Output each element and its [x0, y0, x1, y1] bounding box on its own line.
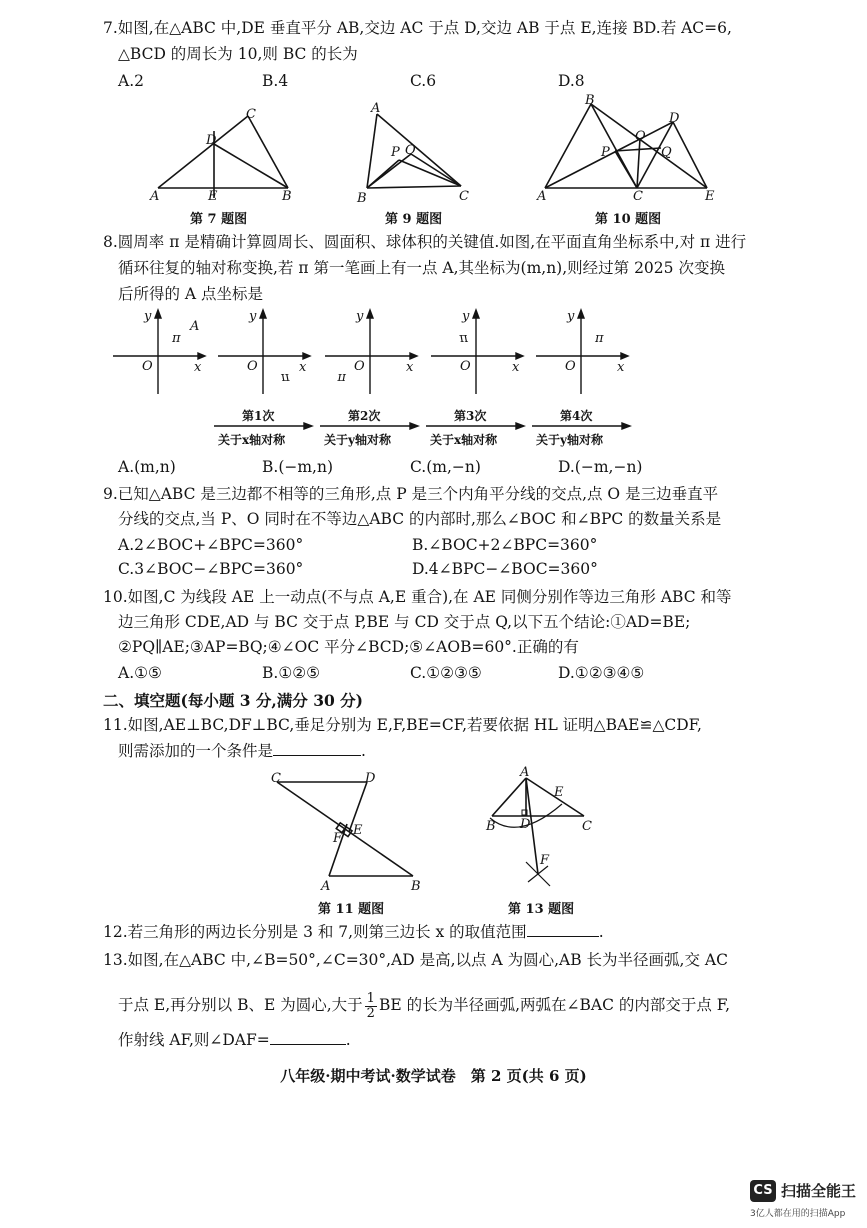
figure-11: [265, 770, 435, 894]
q8-step-arrows: [212, 404, 632, 454]
q9-option-b: B.∠BOC+2∠BPC=360°: [412, 536, 598, 554]
step1-top: 第1次: [242, 409, 275, 423]
svg-text:B: B: [411, 879, 421, 894]
q9-option-c: C.3∠BOC−∠BPC=360°: [118, 560, 304, 578]
svg-text:D: D: [206, 133, 217, 148]
q13-answer-blank[interactable]: [270, 1030, 346, 1045]
svg-text:x: x: [406, 360, 414, 375]
q9-line2: 分线的交点,当 P、O 同时在不等边△ABC 的内部时,那么∠BOC 和∠BPC 的数量关系是: [118, 510, 722, 528]
svg-text:π: π: [172, 331, 181, 346]
q8-axes-panel-1: [110, 308, 210, 398]
svg-text:O: O: [565, 359, 576, 374]
svg-text:P: P: [391, 145, 400, 160]
q8-axes-panel-3: [322, 308, 422, 398]
svg-text:A: A: [537, 189, 547, 204]
svg-text:x: x: [299, 360, 307, 375]
step3-top: 第3次: [454, 409, 487, 423]
q12-line: [103, 922, 604, 942]
q8-axes-panel-2: [215, 308, 315, 398]
svg-text:D: D: [520, 817, 531, 832]
q13-line2: [118, 988, 730, 1022]
svg-text:B: B: [357, 191, 367, 206]
svg-text:x: x: [194, 360, 202, 375]
q10-line1: 10.如图,C 为线段 AE 上一动点(不与点 A,E 重合),在 AE 同侧分别作等边三角形 ABC 和等: [103, 588, 732, 606]
q8-axes-panel-5: [533, 308, 633, 398]
q13-line3-text: 作射线 AF,则∠DAF=: [118, 1031, 270, 1049]
q13-line1: 13.如图,在△ABC 中,∠B=50°,∠C=30°,AD 是高,以点 A 为圆心,AB 长为半径画弧,交 AC: [103, 951, 728, 969]
step2-top: 第2次: [348, 409, 381, 423]
svg-text:x: x: [617, 360, 625, 375]
q9-line1: 9.已知△ABC 是三边都不相等的三角形,点 P 是三个内角平分线的交点,点 O 是三边垂直平: [103, 485, 719, 503]
caption-fig10: 第 10 题图: [595, 212, 662, 227]
q10-option-d: D.①②③④⑤: [558, 664, 645, 682]
camscanner-logo-icon: CS: [750, 1180, 776, 1202]
svg-text:E: E: [554, 785, 564, 800]
caption-fig7: 第 7 题图: [190, 212, 248, 227]
caption-fig9: 第 9 题图: [385, 212, 443, 227]
one-half-fraction: $\frac{1}{2}$: [366, 990, 375, 1021]
page-footer: 八年级·期中考试·数学试卷 第 2 页(共 6 页): [280, 1067, 587, 1085]
q11-end: .: [361, 742, 366, 760]
svg-text:C: C: [459, 189, 469, 204]
svg-text:O: O: [405, 143, 416, 158]
q11-line1: 11.如图,AE⊥BC,DF⊥BC,垂足分别为 E,F,BE=CF,若要依据 HL 证明△BAE≌△CDF,: [103, 716, 702, 734]
svg-text:O: O: [354, 359, 365, 374]
svg-text:D: D: [365, 771, 376, 786]
svg-text:y: y: [144, 309, 152, 324]
svg-text:π: π: [459, 331, 468, 346]
figure-7: [148, 106, 308, 216]
svg-text:y: y: [567, 309, 575, 324]
svg-text:D: D: [669, 111, 680, 126]
svg-text:C: C: [582, 819, 592, 834]
step1-bottom: 关于x轴对称: [218, 433, 286, 447]
q8-option-b: B.(−m,n): [262, 458, 334, 476]
q11-answer-blank[interactable]: [273, 741, 361, 756]
step3-bottom: 关于x轴对称: [430, 433, 498, 447]
svg-text:A: A: [321, 879, 331, 894]
svg-text:x: x: [512, 360, 520, 375]
q7-option-c: C.6: [410, 72, 437, 90]
q8-line2: 循环往复的轴对称变换,若 π 第一笔画上有一点 A,其坐标为(m,n),则经过第 2025 次变换: [118, 259, 725, 277]
q10-option-a: A.①⑤: [118, 664, 162, 682]
q13-line2-pre: 于点 E,再分别以 B、E 为圆心,大于: [118, 996, 363, 1014]
svg-text:E: E: [208, 189, 218, 204]
q7-option-b: B.4: [262, 72, 289, 90]
svg-text:O: O: [460, 359, 471, 374]
svg-text:y: y: [249, 309, 257, 324]
svg-text:E: E: [353, 823, 363, 838]
svg-text:B: B: [486, 819, 496, 834]
q7-option-d: D.8: [558, 72, 585, 90]
step2-bottom: 关于y轴对称: [324, 433, 391, 447]
svg-text:A: A: [520, 765, 530, 780]
q10-option-c: C.①②③⑤: [410, 664, 482, 682]
figure-10: [535, 94, 725, 204]
q10-line2: 边三角形 CDE,AD 与 BC 交于点 P,BE 与 CD 交于点 Q,以下五个结论:①AD=BE;: [118, 613, 691, 631]
svg-text:B: B: [282, 189, 292, 204]
svg-text:F: F: [333, 831, 343, 846]
q7-line1: 7.如图,在△ABC 中,DE 垂直平分 AB,交边 AC 于点 D,交边 AB 于点 E,连接 BD.若 AC=6,: [103, 19, 732, 37]
step4-top: 第4次: [560, 409, 593, 423]
svg-text:O: O: [142, 359, 153, 374]
svg-text:E: E: [705, 189, 715, 204]
camscanner-name: 扫描全能王: [781, 1182, 857, 1200]
figure-9: [355, 100, 485, 210]
q10-option-b: B.①②⑤: [262, 664, 321, 682]
svg-text:Q: Q: [661, 145, 672, 160]
q8-line1: 8.圆周率 π 是精确计算圆周长、圆面积、球体积的关键值.如图,在平面直角坐标系中,对 π 进行: [103, 233, 747, 251]
q13-line2-post: BE 的长为半径画弧,两弧在∠BAC 的内部交于点 F,: [378, 996, 731, 1014]
figure-13: [478, 766, 608, 886]
svg-text:F: F: [540, 853, 550, 868]
svg-text:A: A: [150, 189, 160, 204]
q13-line3: [118, 1030, 351, 1050]
svg-text:A: A: [190, 319, 200, 334]
svg-text:C: C: [246, 107, 256, 122]
q7-option-a: A.2: [118, 72, 144, 90]
q8-line3: 后所得的 A 点坐标是: [118, 285, 264, 303]
q9-option-a: A.2∠BOC+∠BPC=360°: [118, 536, 304, 554]
svg-text:π: π: [337, 370, 346, 385]
svg-text:y: y: [462, 309, 470, 324]
q13-end: .: [345, 1031, 351, 1049]
q8-option-a: A.(m,n): [118, 458, 176, 476]
svg-text:O: O: [635, 129, 646, 144]
svg-text:P: P: [601, 145, 610, 160]
q8-axes-panel-4: [428, 308, 528, 398]
svg-text:C: C: [633, 189, 643, 204]
q12-end: .: [598, 923, 604, 941]
svg-text:B: B: [585, 93, 595, 108]
caption-fig11: 第 11 题图: [318, 902, 385, 917]
camscanner-tagline: 3亿人都在用的扫描App: [750, 1209, 846, 1219]
q7-line2: △BCD 的周长为 10,则 BC 的长为: [118, 45, 358, 63]
svg-text:y: y: [356, 309, 364, 324]
q11-line2-text: 则需添加的一个条件是: [118, 742, 274, 760]
q8-option-d: D.(−m,−n): [558, 458, 643, 476]
svg-text:π: π: [281, 370, 290, 385]
q10-line3: ②PQ∥AE;③AP=BQ;④∠OC 平分∠BCD;⑤∠AOB=60°.正确的有: [118, 638, 579, 656]
caption-fig13: 第 13 题图: [508, 902, 575, 917]
q12-text: 12.若三角形的两边长分别是 3 和 7,则第三边长 x 的取值范围: [103, 923, 527, 941]
svg-text:π: π: [595, 331, 604, 346]
q9-option-d: D.4∠BPC−∠BOC=360°: [412, 560, 598, 578]
step4-bottom: 关于y轴对称: [536, 433, 603, 447]
q11-line2: [118, 741, 366, 761]
svg-text:C: C: [271, 771, 281, 786]
svg-text:A: A: [371, 101, 381, 116]
q12-answer-blank[interactable]: [527, 922, 599, 937]
svg-text:O: O: [247, 359, 258, 374]
section-fill-in-title: 二、填空题(每小题 3 分,满分 30 分): [103, 691, 364, 710]
q8-option-c: C.(m,−n): [410, 458, 481, 476]
